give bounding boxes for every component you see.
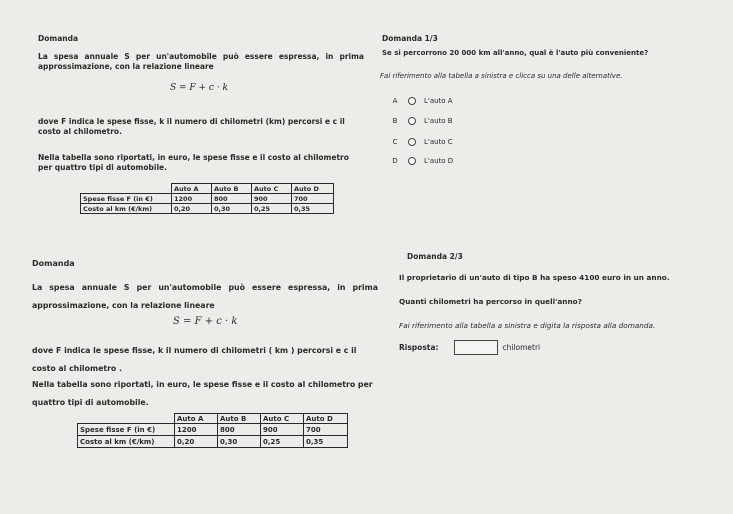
table-cell: 0,30 <box>212 204 252 214</box>
option-d[interactable] <box>388 157 453 165</box>
table-cell: 0,25 <box>252 204 292 214</box>
q1-table-intro: Nella tabella sono riportati, in euro, le spese fisse e il costo al chilometro per quattro tipi di automobile. <box>38 153 349 172</box>
option-label: L'auto A <box>424 97 453 105</box>
table-header: Auto A <box>172 184 212 194</box>
option-letter: A <box>392 97 398 105</box>
table-row-label: Costo al km (€/km) <box>78 436 175 448</box>
option-a[interactable] <box>388 97 453 105</box>
q2-counter: Domanda 2/3 <box>407 252 463 261</box>
option-label: L'auto D <box>424 157 454 165</box>
q1-description: dove F indica le spese fisse, k il numero di chilometri (km) percorsi e c il costo al chilometro. <box>38 117 345 136</box>
table-cell: 0,20 <box>172 204 212 214</box>
q1-question: Se si percorrono 20 000 km all'anno, qual è l'auto più conveniente? <box>382 49 649 57</box>
table-cell: 700 <box>292 194 334 204</box>
table-cell: 700 <box>304 424 348 436</box>
table-row-label: Spese fisse F (in €) <box>81 194 172 204</box>
table-row <box>78 436 348 448</box>
answer-row <box>399 340 540 355</box>
table-row-label: Spese fisse F (in €) <box>78 424 175 436</box>
table-cell: 900 <box>261 424 304 436</box>
table-header-row <box>78 414 348 424</box>
option-label: L'auto B <box>424 117 453 125</box>
q2-instruction: Fai riferimento alla tabella a sinistra e digita la risposta alla domanda. <box>399 321 656 330</box>
q1-intro: La spesa annuale S per un'automobile può essere espressa, in prima approssimazione, con la relazione lineare <box>38 52 364 71</box>
table-header: Auto A <box>175 414 218 424</box>
q1-counter: Domanda 1/3 <box>382 34 438 43</box>
table-cell: 0,20 <box>175 436 218 448</box>
q2-question: Il proprietario di un'auto di tipo B ha speso 4100 euro in un anno. <box>399 273 670 282</box>
q2-question-2: Quanti chilometri ha percorso in quell'anno? <box>399 297 582 306</box>
table-corner <box>81 184 172 194</box>
q2-table-intro: Nella tabella sono riportati, in euro, le spese fisse e il costo al chilometro per quattro tipi di automobile. <box>32 380 373 407</box>
option-letter: D <box>392 157 398 165</box>
table-cell: 800 <box>218 424 261 436</box>
radio-circle-icon[interactable] <box>408 117 416 125</box>
answer-unit: chilometri <box>502 343 541 352</box>
answer-label: Risposta: <box>399 343 439 352</box>
table-header: Auto C <box>261 414 304 424</box>
option-b[interactable] <box>388 117 453 125</box>
q2-description: dove F indica le spese fisse, k il numero di chilometri ( km ) percorsi e c il costo al chilometro . <box>32 346 357 373</box>
radio-circle-icon[interactable] <box>408 138 416 146</box>
table-header: Auto B <box>218 414 261 424</box>
q1-data-table <box>80 183 334 214</box>
table-header-row <box>81 184 334 194</box>
radio-circle-icon[interactable] <box>408 157 416 165</box>
table-cell: 0,30 <box>218 436 261 448</box>
table-row <box>81 194 334 204</box>
table-row <box>81 204 334 214</box>
table-cell: 0,35 <box>292 204 334 214</box>
q1-formula: S = F + c · k <box>170 83 229 93</box>
table-cell: 900 <box>252 194 292 204</box>
q2-intro: La spesa annuale S per un'automobile può essere espressa, in prima approssimazione, con la relazione lineare <box>32 283 378 310</box>
table-header: Auto C <box>252 184 292 194</box>
q2-formula: S = F + c · k <box>173 316 238 327</box>
table-header: Auto D <box>292 184 334 194</box>
option-c[interactable] <box>388 138 453 146</box>
table-header: Auto B <box>212 184 252 194</box>
table-cell: 1200 <box>172 194 212 204</box>
q2-title: Domanda <box>32 259 75 268</box>
option-letter: C <box>392 138 398 146</box>
option-label: L'auto C <box>424 138 453 146</box>
q1-instruction: Fai riferimento alla tabella a sinistra e clicca su una delle alternative. <box>380 72 623 80</box>
table-row <box>78 424 348 436</box>
answer-input[interactable] <box>454 340 498 355</box>
q1-title: Domanda <box>38 34 79 43</box>
radio-circle-icon[interactable] <box>408 97 416 105</box>
table-cell: 0,25 <box>261 436 304 448</box>
table-cell: 800 <box>212 194 252 204</box>
option-letter: B <box>392 117 398 125</box>
q2-data-table <box>77 413 348 448</box>
table-cell: 1200 <box>175 424 218 436</box>
table-corner <box>78 414 175 424</box>
table-cell: 0,35 <box>304 436 348 448</box>
table-header: Auto D <box>304 414 348 424</box>
table-row-label: Costo al km (€/km) <box>81 204 172 214</box>
